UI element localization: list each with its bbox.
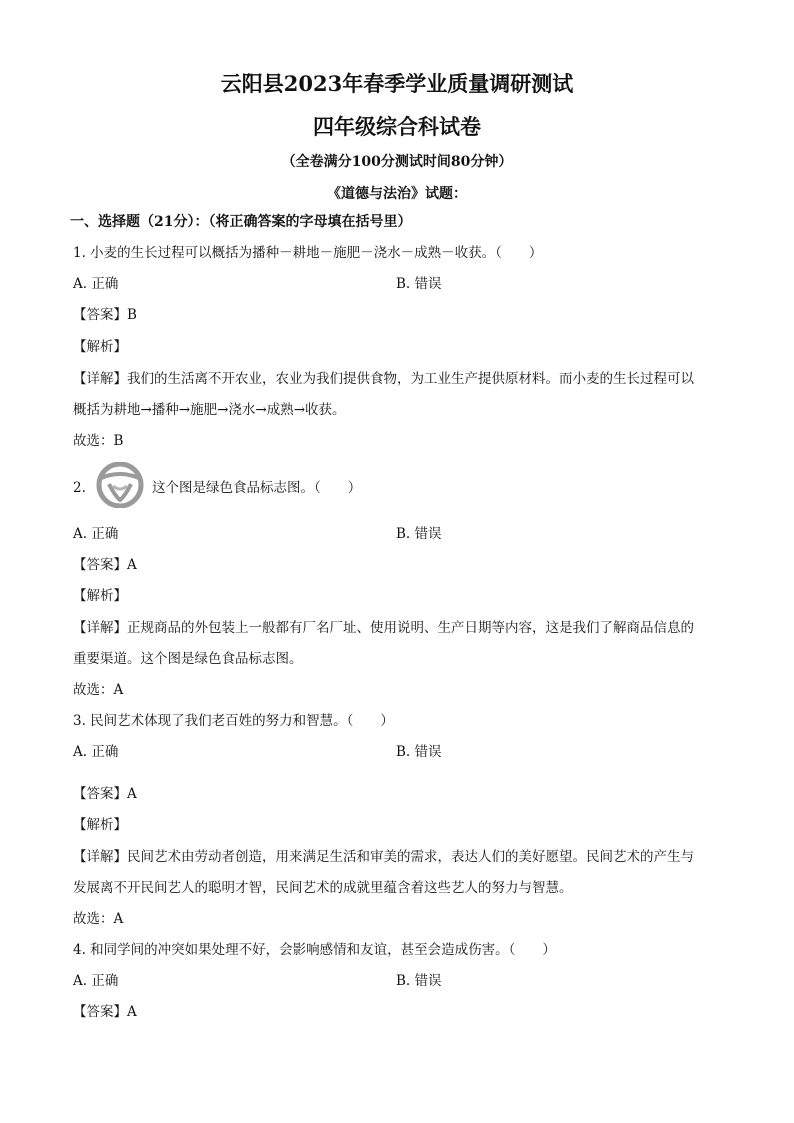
question-1-answer: 【答案】B <box>73 307 137 323</box>
exam-score-info: （全卷满分100分测试时间80分钟） <box>281 154 513 170</box>
question-3-detail-line-2: 发展离不开民间艺人的聪明才智，民间艺术的成就里蕴含着这些艺人的努力与智慧。 <box>73 880 573 896</box>
question-3-stem: 3. 民间艺术体现了我们老百姓的努力和智慧。（ ） <box>73 713 394 729</box>
question-4-answer: 【答案】A <box>73 1004 137 1020</box>
green-food-logo-icon <box>91 462 149 508</box>
question-1-option-a: A. 正确 <box>73 276 119 292</box>
question-1-stem: 1. 小麦的生长过程可以概括为播种－耕地－施肥－浇水－成熟－收获。（ ） <box>73 245 543 261</box>
question-2-choice: 故选：A <box>73 682 124 698</box>
question-3-answer: 【答案】A <box>73 786 137 802</box>
question-2-answer: 【答案】A <box>73 557 137 573</box>
question-1-option-b: B. 错误 <box>396 276 442 292</box>
question-2-analysis: 【解析】 <box>73 588 127 604</box>
question-1-choice: 故选：B <box>73 433 124 449</box>
question-3-choice: 故选：A <box>73 911 124 927</box>
question-1-analysis: 【解析】 <box>73 339 127 355</box>
question-2-stem: 这个图是绿色食品标志图。（ ） <box>152 480 362 496</box>
question-2-option-b: B. 错误 <box>396 526 442 542</box>
question-2-option-a: A. 正确 <box>73 526 119 542</box>
question-3-detail-line-1: 【详解】民间艺术由劳动者创造，用来满足生活和审美的需求，表达人们的美好愿望。民间艺术的产生与 <box>73 849 694 865</box>
section-heading: 一、选择题（21分）：（将正确答案的字母填在括号里） <box>70 214 412 230</box>
exam-subtitle: 四年级综合科试卷 <box>313 114 481 139</box>
question-4-option-b: B. 错误 <box>396 973 442 989</box>
subject-heading: 《道德与法治》试题： <box>327 186 467 202</box>
question-1-detail-line-1: 【详解】我们的生活离不开农业，农业为我们提供食物，为工业生产提供原材料。而小麦的生长过程可以 <box>73 371 694 387</box>
question-3-analysis: 【解析】 <box>73 817 127 833</box>
question-4-option-a: A. 正确 <box>73 973 119 989</box>
question-2-detail-line-1: 【详解】正规商品的外包装上一般都有厂名厂址、使用说明、生产日期等内容，这是我们了解商品信息的 <box>73 620 694 636</box>
question-3-option-a: A. 正确 <box>73 744 119 760</box>
question-1-detail-line-2: 概括为耕地→播种→施肥→浇水→成熟→收获。 <box>73 402 346 418</box>
question-4-stem: 4. 和同学间的冲突如果处理不好，会影响感情和友谊，甚至会造成伤害。（ ） <box>73 942 556 958</box>
exam-title: 云阳县2023年春季学业质量调研测试 <box>220 71 574 96</box>
question-3-option-b: B. 错误 <box>396 744 442 760</box>
question-2-number: 2. <box>73 480 86 496</box>
question-2-detail-line-2: 重要渠道。这个图是绿色食品标志图。 <box>73 651 303 667</box>
